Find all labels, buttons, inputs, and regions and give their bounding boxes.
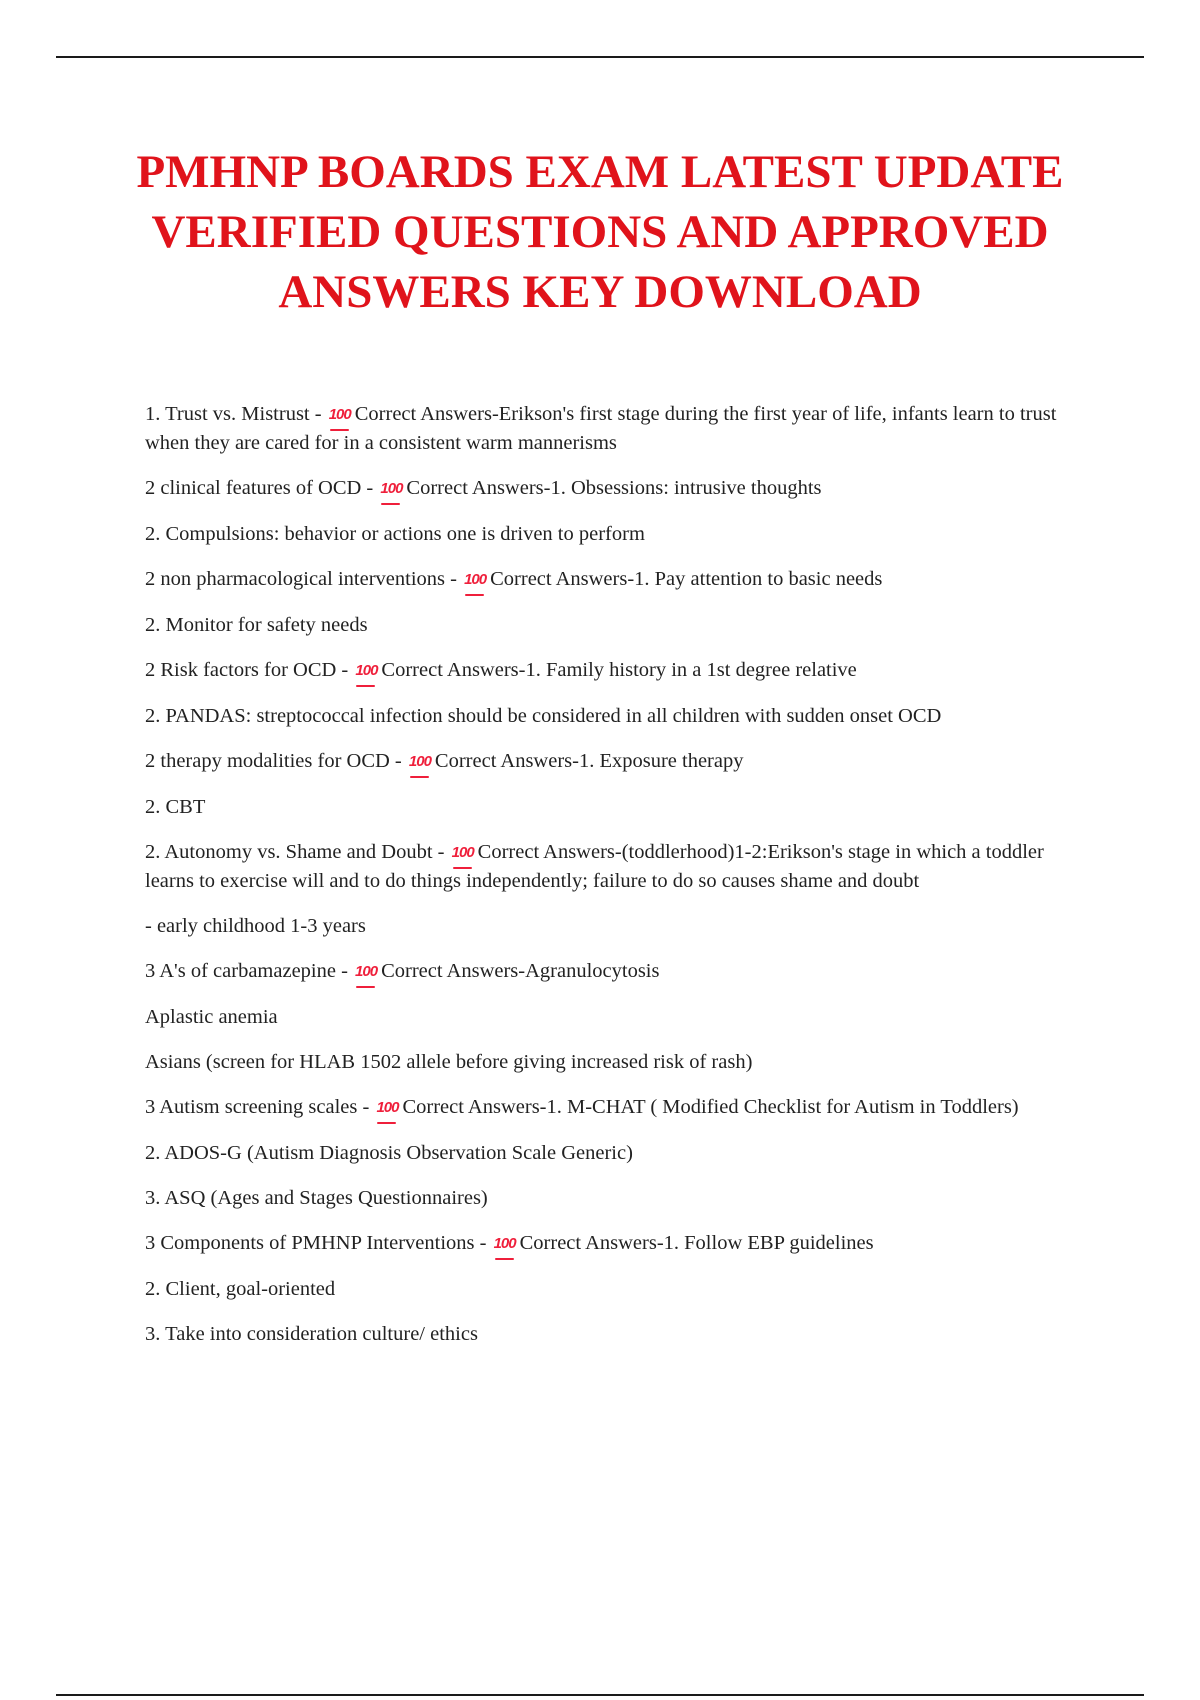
hundred-points-icon: 100	[329, 401, 351, 429]
answer-text: Correct Answers-1. Follow EBP guidelines	[519, 1232, 874, 1254]
hundred-points-icon: 100	[494, 1230, 516, 1258]
hundred-points-icon: 100	[355, 657, 377, 685]
continuation-paragraph: 3. Take into consideration culture/ ethics	[145, 1323, 478, 1345]
continuation-paragraph: Asians (screen for HLAB 1502 allele before giving increased risk of rash)	[145, 1051, 753, 1073]
answer-text: Correct Answers-1. M-CHAT ( Modified Checklist for Autism in Toddlers)	[402, 1096, 1019, 1118]
question-text: 2. Autonomy vs. Shame and Doubt -	[145, 841, 450, 863]
top-divider	[56, 56, 1144, 58]
answer-text: Correct Answers-1. Obsessions: intrusive thoughts	[406, 477, 822, 499]
answer-text: Correct Answers-1. Family history in a 1st degree relative	[381, 659, 857, 681]
qa-paragraph	[145, 474, 1095, 503]
continuation-paragraph: Aplastic anemia	[145, 1006, 278, 1028]
qa-paragraph	[145, 400, 1095, 457]
answer-text: Correct Answers-(toddlerhood)1-2:Erikson's stage in which a toddler learns to exercise will and to do things independently; failure to do so causes shame and doubt	[145, 841, 1044, 892]
continuation-paragraph: 3. ASQ (Ages and Stages Questionnaires)	[145, 1187, 488, 1209]
question-text: 2 clinical features of OCD -	[145, 477, 379, 499]
continuation-paragraph: 2. CBT	[145, 796, 206, 818]
hundred-points-icon: 100	[409, 748, 431, 776]
answer-text: Correct Answers-Erikson's first stage during the first year of life, infants learn to trust when they are cared for in a consistent warm mannerisms	[145, 403, 1057, 454]
qa-paragraph	[145, 957, 1095, 986]
document-body	[145, 400, 1095, 1365]
hundred-points-icon: 100	[355, 958, 377, 986]
answer-text: Correct Answers-1. Pay attention to basic needs	[490, 568, 883, 590]
qa-paragraph	[145, 1093, 1095, 1122]
qa-paragraph	[145, 656, 1095, 685]
document-title: PMHNP BOARDS EXAM LATEST UPDATE VERIFIED QUESTIONS AND APPROVED ANSWERS KEY DOWNLOAD	[136, 146, 1064, 318]
question-text: 2 therapy modalities for OCD -	[145, 750, 407, 772]
qa-paragraph	[145, 1229, 1095, 1258]
continuation-paragraph: 2. ADOS-G (Autism Diagnosis Observation Scale Generic)	[145, 1142, 633, 1164]
question-text: 3 A's of carbamazepine -	[145, 960, 354, 982]
continuation-paragraph: 2. Compulsions: behavior or actions one is driven to perform	[145, 523, 645, 545]
hundred-points-icon: 100	[376, 1094, 398, 1122]
question-text: 3 Components of PMHNP Interventions -	[145, 1232, 492, 1254]
continuation-paragraph: - early childhood 1-3 years	[145, 915, 366, 937]
continuation-paragraph: 2. Monitor for safety needs	[145, 614, 368, 636]
qa-paragraph	[145, 747, 1095, 776]
question-text: 1. Trust vs. Mistrust -	[145, 403, 327, 425]
qa-paragraph	[145, 838, 1095, 895]
question-text: 2 Risk factors for OCD -	[145, 659, 354, 681]
continuation-paragraph: 2. PANDAS: streptococcal infection should be considered in all children with sudden onset OCD	[145, 705, 942, 727]
answer-text: Correct Answers-1. Exposure therapy	[434, 750, 744, 772]
continuation-paragraph: 2. Client, goal-oriented	[145, 1278, 336, 1300]
hundred-points-icon: 100	[464, 566, 486, 594]
hundred-points-icon: 100	[380, 475, 402, 503]
question-text: 3 Autism screening scales -	[145, 1096, 375, 1118]
bottom-divider	[56, 1694, 1144, 1696]
question-text: 2 non pharmacological interventions -	[145, 568, 463, 590]
hundred-points-icon: 100	[452, 839, 474, 867]
answer-text: Correct Answers-Agranulocytosis	[381, 960, 660, 982]
qa-paragraph	[145, 565, 1095, 594]
